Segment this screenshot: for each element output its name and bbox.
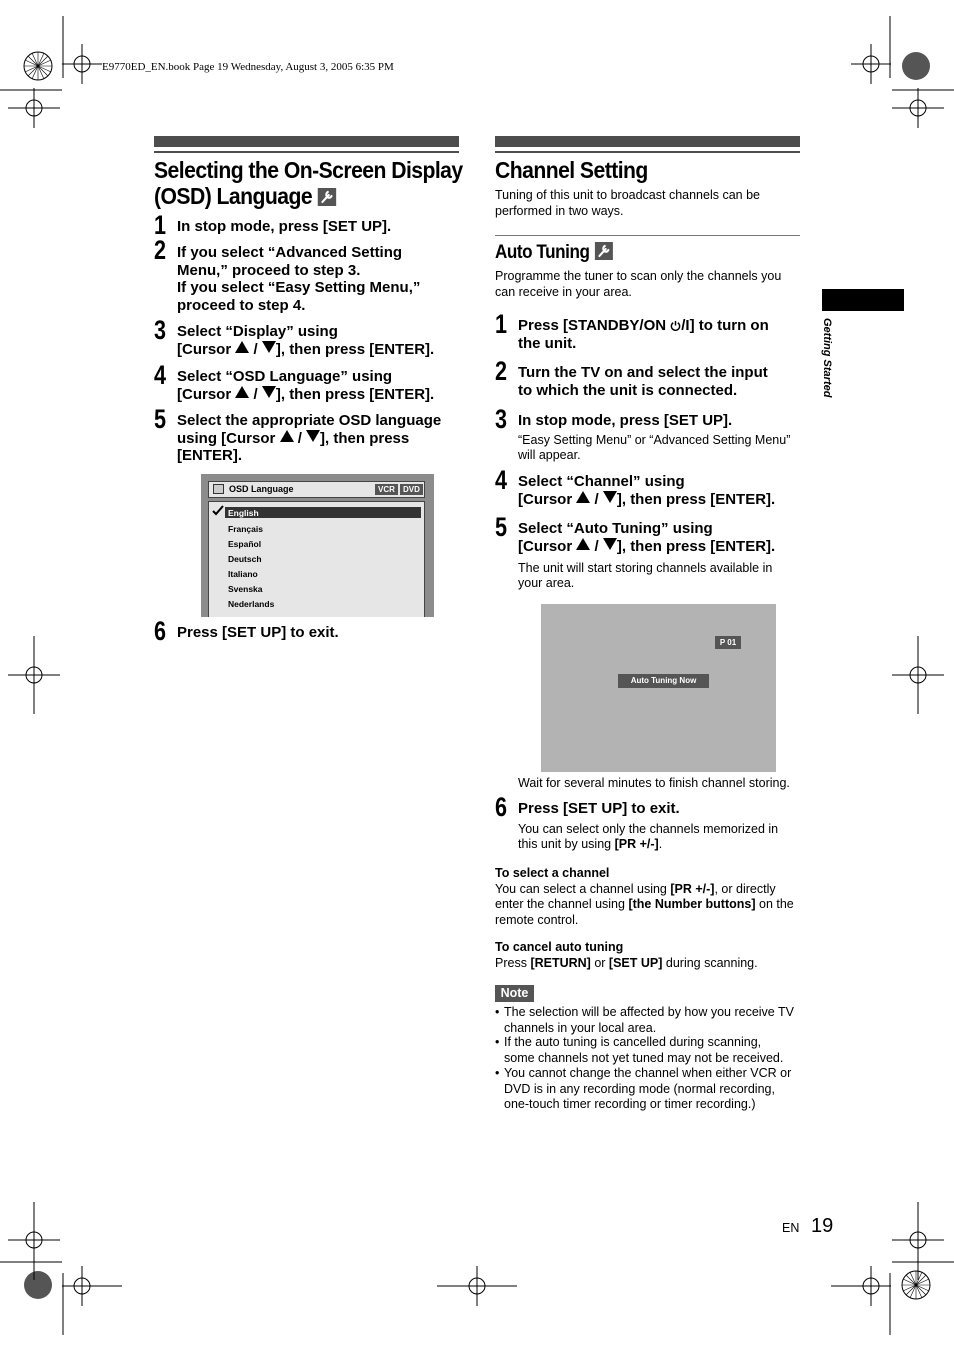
cursor-down-icon xyxy=(262,386,276,398)
step-note: The unit will start storing channels available in your area. xyxy=(518,561,773,590)
step-number: 3 xyxy=(495,404,508,434)
channel-indicator: P 01 xyxy=(715,636,741,649)
cursor-up-icon xyxy=(280,430,294,442)
note-badge: Note xyxy=(495,985,534,1002)
cursor-down-icon xyxy=(603,491,617,503)
cancel-tuning-heading: To cancel auto tuning xyxy=(495,940,624,954)
step-number: 4 xyxy=(495,465,508,495)
section-rule xyxy=(154,151,459,153)
cursor-down-icon xyxy=(262,341,276,353)
cursor-up-icon xyxy=(576,491,590,503)
step-number: 6 xyxy=(495,792,508,822)
dvd-badge: DVD xyxy=(400,484,423,495)
osd-language-item[interactable]: Français xyxy=(228,524,263,534)
step-text: If you select “Advanced Setting Menu,” proceed to step 3. If you select “Easy Setting Menu,” proceed to step 4. xyxy=(177,244,421,314)
osd-title: OSD Language xyxy=(229,484,294,494)
osd-language-screen xyxy=(201,474,434,617)
section-rule xyxy=(495,151,800,153)
select-channel-section: To select a channel You can select a channel using [PR +/-], or directly enter the channel using [the Number buttons] on the remote control. xyxy=(495,866,794,927)
step-text: In stop mode, press [SET UP]. xyxy=(518,412,733,429)
osd-language-item[interactable]: English xyxy=(228,508,259,518)
vcr-badge: VCR xyxy=(375,484,398,495)
auto-tuning-screen xyxy=(541,604,776,772)
cursor-up-icon xyxy=(235,386,249,398)
wrench-icon xyxy=(595,242,613,260)
print-header: E9770ED_EN.book Page 19 Wednesday, August 3, 2005 6:35 PM xyxy=(102,61,394,73)
step-text: Select the appropriate OSD language using [Cursor / ], then press [ENTER]. xyxy=(177,412,442,464)
section-bar xyxy=(154,136,459,147)
subsection-intro: Programme the tuner to scan only the channels you can receive in your area. xyxy=(495,269,782,299)
cursor-up-icon xyxy=(235,341,249,353)
page-number: 19 xyxy=(811,1215,834,1237)
subsection-title: Auto Tuning xyxy=(495,242,613,264)
osd-language-item[interactable]: Italiano xyxy=(228,569,258,579)
step-note: You can select only the channels memorized in this unit by using [PR +/-]. xyxy=(518,822,779,851)
chapter-tab xyxy=(822,289,904,311)
step-text: Press [SET UP] to exit. xyxy=(518,800,680,817)
osd-language-item[interactable]: Svenska xyxy=(228,584,263,594)
step-text: Press [SET UP] to exit. xyxy=(177,624,339,641)
chapter-tab-label: Getting Started xyxy=(821,318,833,398)
subsection-rule xyxy=(495,235,800,236)
language-code: EN xyxy=(782,1221,800,1235)
step-note: “Easy Setting Menu” or “Advanced Setting Menu” will appear. xyxy=(518,433,791,462)
checkmark-icon xyxy=(212,505,224,516)
step-number: 5 xyxy=(154,404,167,434)
section-title-line2: (OSD) Language xyxy=(154,183,336,209)
step-text: Turn the TV on and select the input to which the unit is connected. xyxy=(518,364,768,399)
intro-text: Tuning of this unit to broadcast channels can be performed in two ways. xyxy=(495,188,760,218)
step-text: Press [STANDBY/ON /I] to turn on the unit. xyxy=(518,317,769,352)
step-text: Select “Auto Tuning” using [Cursor / ], then press [ENTER]. xyxy=(518,520,776,555)
step-text: In stop mode, press [SET UP]. xyxy=(177,218,392,235)
section-title: Channel Setting xyxy=(495,157,648,183)
cursor-down-icon xyxy=(306,430,320,442)
osd-language-item[interactable]: Nederlands xyxy=(228,599,275,609)
menu-icon xyxy=(213,484,224,494)
cancel-tuning-section: To cancel auto tuning Press [RETURN] or [SET UP] during scanning. xyxy=(495,940,758,970)
step-number: 4 xyxy=(154,360,167,390)
wait-text: Wait for several minutes to finish channel storing. xyxy=(518,776,790,790)
osd-language-item[interactable]: Deutsch xyxy=(228,554,262,564)
osd-language-list xyxy=(208,501,425,617)
note-item: • You cannot change the channel when either VCR or DVD is in any recording mode (normal recording, one-touch timer recording or timer recording.) xyxy=(495,1066,792,1111)
step-text: Select “Channel” using [Cursor / ], then press [ENTER]. xyxy=(518,473,776,508)
osd-language-item[interactable]: Español xyxy=(228,539,262,549)
step-number: 5 xyxy=(495,512,508,542)
note-item: • If the auto tuning is cancelled during scanning, some channels not yet tuned may not be received. xyxy=(495,1035,784,1065)
step-text: Select “Display” using [Cursor / ], then press [ENTER]. xyxy=(177,323,435,358)
step-number: 1 xyxy=(495,309,508,339)
step-text: Select “OSD Language” using [Cursor / ], then press [ENTER]. xyxy=(177,368,435,403)
note-item: • The selection will be affected by how you receive TV channels in your local area. xyxy=(495,1005,794,1035)
section-bar xyxy=(495,136,800,147)
step-number: 2 xyxy=(154,235,167,265)
step-number: 2 xyxy=(495,356,508,386)
power-icon xyxy=(670,320,681,331)
osd-title-bar xyxy=(208,481,425,498)
cursor-up-icon xyxy=(576,538,590,550)
step-number: 1 xyxy=(154,210,167,240)
step-number: 6 xyxy=(154,616,167,646)
select-channel-heading: To select a channel xyxy=(495,866,610,880)
cursor-down-icon xyxy=(603,538,617,550)
section-title-line1: Selecting the On-Screen Display xyxy=(154,157,463,183)
wrench-icon xyxy=(318,188,336,206)
step-number: 3 xyxy=(154,315,167,345)
auto-tuning-status: Auto Tuning Now xyxy=(618,674,709,688)
